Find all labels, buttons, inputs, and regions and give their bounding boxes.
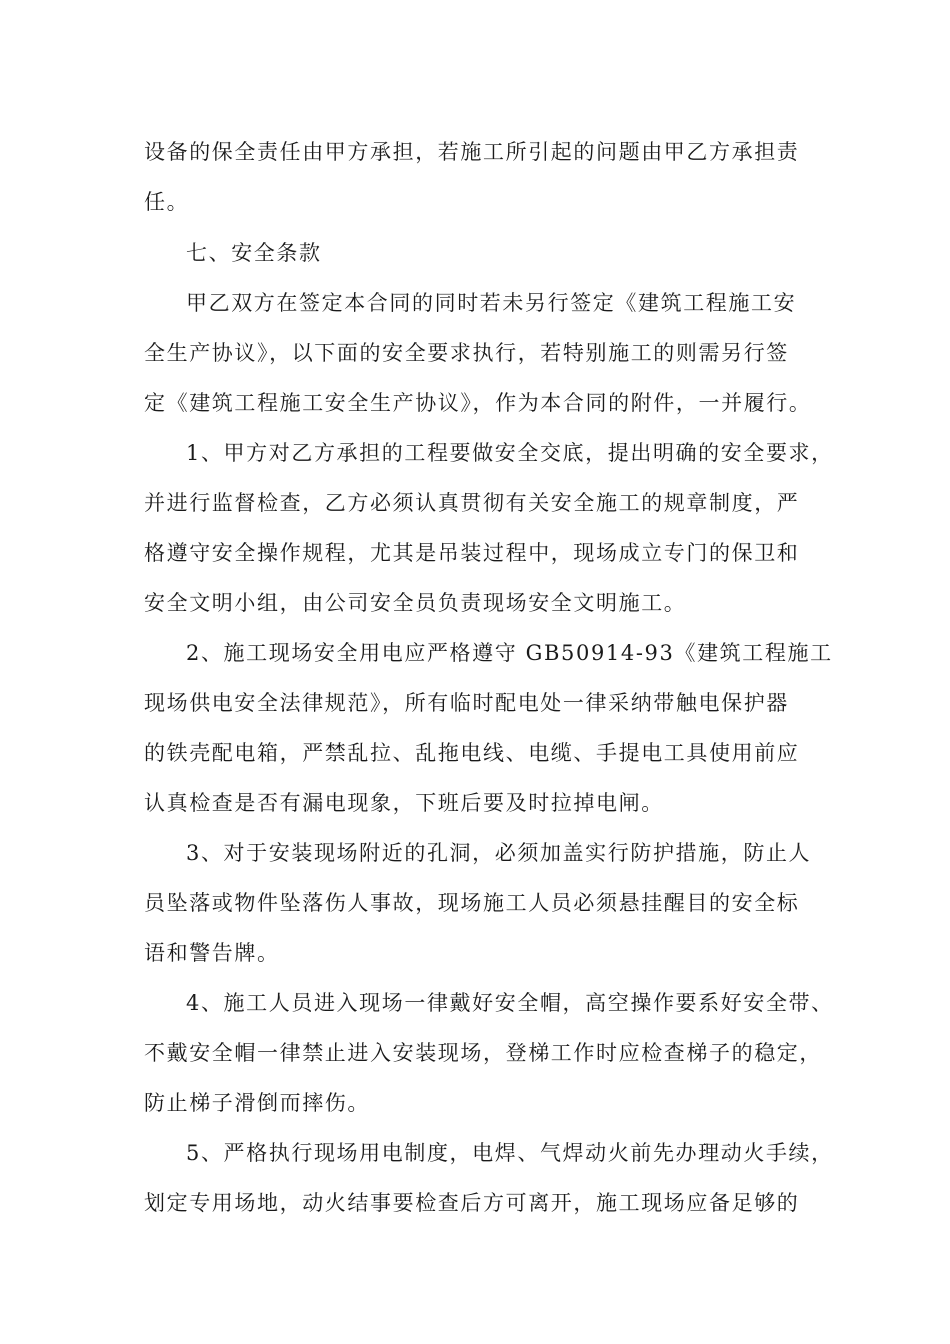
text-line: 防止梯子滑倒而摔伤。 <box>144 1091 370 1115</box>
text-line: 全生产协议》，以下面的安全要求执行，若特别施工的则需另行签 <box>144 341 789 365</box>
text-line: 5、严格执行现场用电制度，电焊、气焊动火前先办理动火手续， <box>186 1141 834 1165</box>
text-line: 安全文明小组，由公司安全员负责现场安全文明施工。 <box>144 591 687 615</box>
text-line: 3、对于安装现场附近的孔洞，必须加盖实行防护措施，防止人 <box>186 841 812 865</box>
text-line: 现场供电安全法律规范》，所有临时配电处一律采纳带触电保护器 <box>144 691 789 715</box>
text-line: 任。 <box>144 190 190 214</box>
text-line: 认真检查是否有漏电现象，下班后要及时拉掉电闸。 <box>144 791 664 815</box>
text-line: 不戴安全帽一律禁止进入安装现场，登梯工作时应检查梯子的稳定， <box>144 1041 822 1065</box>
text-line: 并进行监督检查，乙方必须认真贯彻有关安全施工的规章制度，严 <box>144 491 800 515</box>
text-line: 甲乙双方在签定本合同的同时若未另行签定《建筑工程施工安 <box>186 291 797 315</box>
text-line: 员坠落或物件坠落伤人事故，现场施工人员必须悬挂醒目的安全标 <box>144 891 800 915</box>
text-line: 4、施工人员进入现场一律戴好安全帽，高空操作要系好安全带、 <box>186 991 834 1015</box>
text-line: 2、施工现场安全用电应严格遵守 GB50914-93《建筑工程施工 <box>186 641 833 665</box>
text-line: 格遵守安全操作规程，尤其是吊装过程中，现场成立专门的保卫和 <box>144 541 800 565</box>
text-line: 的铁壳配电箱，严禁乱拉、乱拖电线、电缆、手提电工具使用前应 <box>144 741 800 765</box>
text-line: 语和警告牌。 <box>144 941 280 965</box>
text-line: 划定专用场地，动火结事要检查后方可离开，施工现场应备足够的 <box>144 1191 800 1215</box>
section-heading: 七、安全条款 <box>186 241 322 265</box>
text-line: 定《建筑工程施工安全生产协议》，作为本合同的附件，一并履行。 <box>144 391 812 415</box>
text-line: 设备的保全责任由甲方承担，若施工所引起的问题由甲乙方承担责 <box>144 140 800 164</box>
text-line: 1、甲方对乙方承担的工程要做安全交底，提出明确的安全要求， <box>186 441 834 465</box>
